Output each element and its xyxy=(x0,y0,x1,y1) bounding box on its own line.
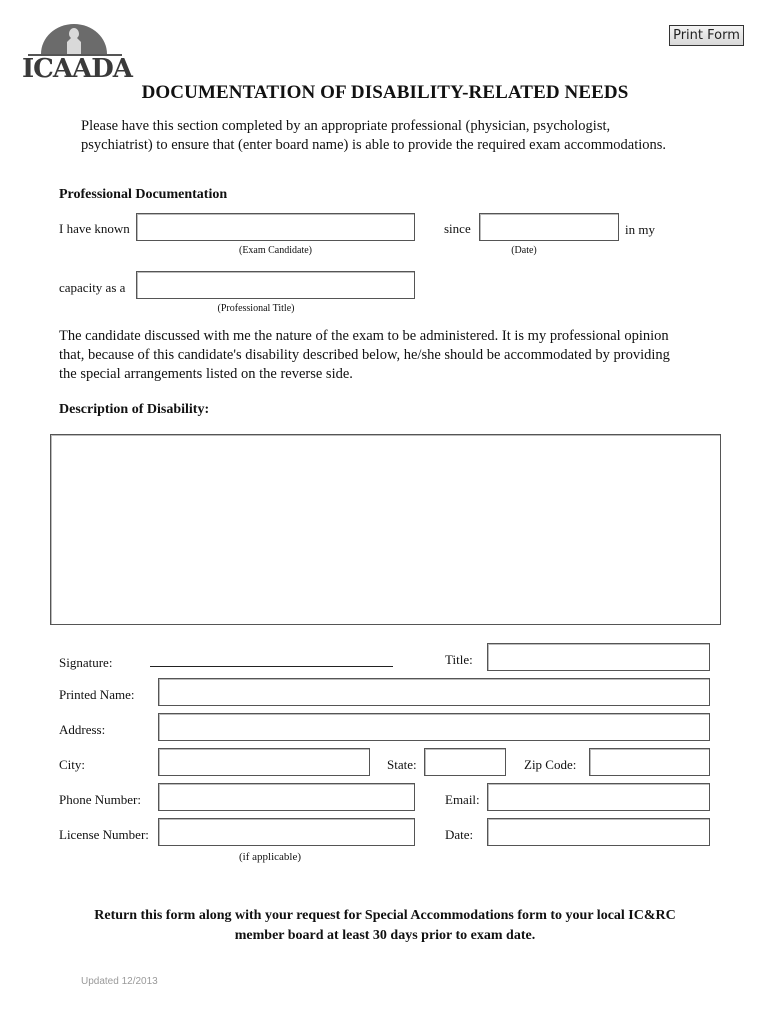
intro-text xyxy=(81,117,666,155)
license-caption: (if applicable) xyxy=(239,851,301,863)
zip-code-field[interactable] xyxy=(589,748,710,776)
email-field[interactable] xyxy=(487,783,710,811)
intro-line-1: Please have this section completed by an appropriate professional (physician, psychologist, xyxy=(81,118,611,134)
return-instructions xyxy=(0,906,770,946)
signature-line[interactable] xyxy=(150,666,393,667)
professional-title-caption: (Professional Title) xyxy=(217,303,295,314)
title-field[interactable] xyxy=(487,643,710,671)
city-label: City: xyxy=(59,757,86,772)
intro-line-2: psychiatrist) to ensure that (enter board name) is able to provide the required exam accommodations. xyxy=(81,137,667,153)
description-heading: Description of Disability: xyxy=(59,402,210,417)
logo-text: ICAADA xyxy=(22,54,132,84)
license-number-label: License Number: xyxy=(59,827,149,842)
printed-name-label: Printed Name: xyxy=(59,687,135,702)
signature-label: Signature: xyxy=(59,655,113,670)
phone-number-label: Phone Number: xyxy=(59,792,141,807)
updated-date: Updated 12/2013 xyxy=(81,976,158,987)
date-field[interactable] xyxy=(487,818,710,846)
exam-candidate-field[interactable] xyxy=(136,213,415,241)
email-label: Email: xyxy=(445,792,480,807)
address-field[interactable] xyxy=(158,713,710,741)
opinion-line-3: the special arrangements listed on the reverse side. xyxy=(59,366,353,382)
opinion-text xyxy=(59,327,670,384)
date-known-field[interactable] xyxy=(479,213,619,241)
capacity-label: capacity as a xyxy=(59,280,126,295)
address-label: Address: xyxy=(59,722,106,737)
icaada-logo xyxy=(22,20,132,84)
date-caption: (Date) xyxy=(511,245,537,256)
print-form-button[interactable]: Print Form xyxy=(669,25,744,46)
form-title: DOCUMENTATION OF DISABILITY-RELATED NEEDS xyxy=(141,82,629,103)
state-label: State: xyxy=(387,757,417,772)
opinion-line-1: The candidate discussed with me the nature of the exam to be administered. It is my professional opinion xyxy=(59,328,669,344)
professional-title-field[interactable] xyxy=(136,271,415,299)
title-label: Title: xyxy=(445,652,473,667)
professional-documentation-heading: Professional Documentation xyxy=(59,187,228,202)
return-instructions-line-2: member board at least 30 days prior to exam date. xyxy=(234,928,536,943)
return-instructions-line-1: Return this form along with your request for Special Accommodations form to your local IC&RC xyxy=(94,908,676,923)
in-my-label: in my xyxy=(625,222,655,237)
state-field[interactable] xyxy=(424,748,506,776)
date-label: Date: xyxy=(445,827,474,842)
license-number-field[interactable] xyxy=(158,818,415,846)
known-label: I have known xyxy=(59,221,130,236)
description-textarea[interactable] xyxy=(50,434,721,625)
opinion-line-2: that, because of this candidate's disability described below, he/she should be accommodated by providing xyxy=(59,347,670,363)
since-label: since xyxy=(444,221,471,236)
city-field[interactable] xyxy=(158,748,370,776)
printed-name-field[interactable] xyxy=(158,678,710,706)
zip-code-label: Zip Code: xyxy=(524,757,577,772)
exam-candidate-caption: (Exam Candidate) xyxy=(238,245,313,256)
phone-number-field[interactable] xyxy=(158,783,415,811)
